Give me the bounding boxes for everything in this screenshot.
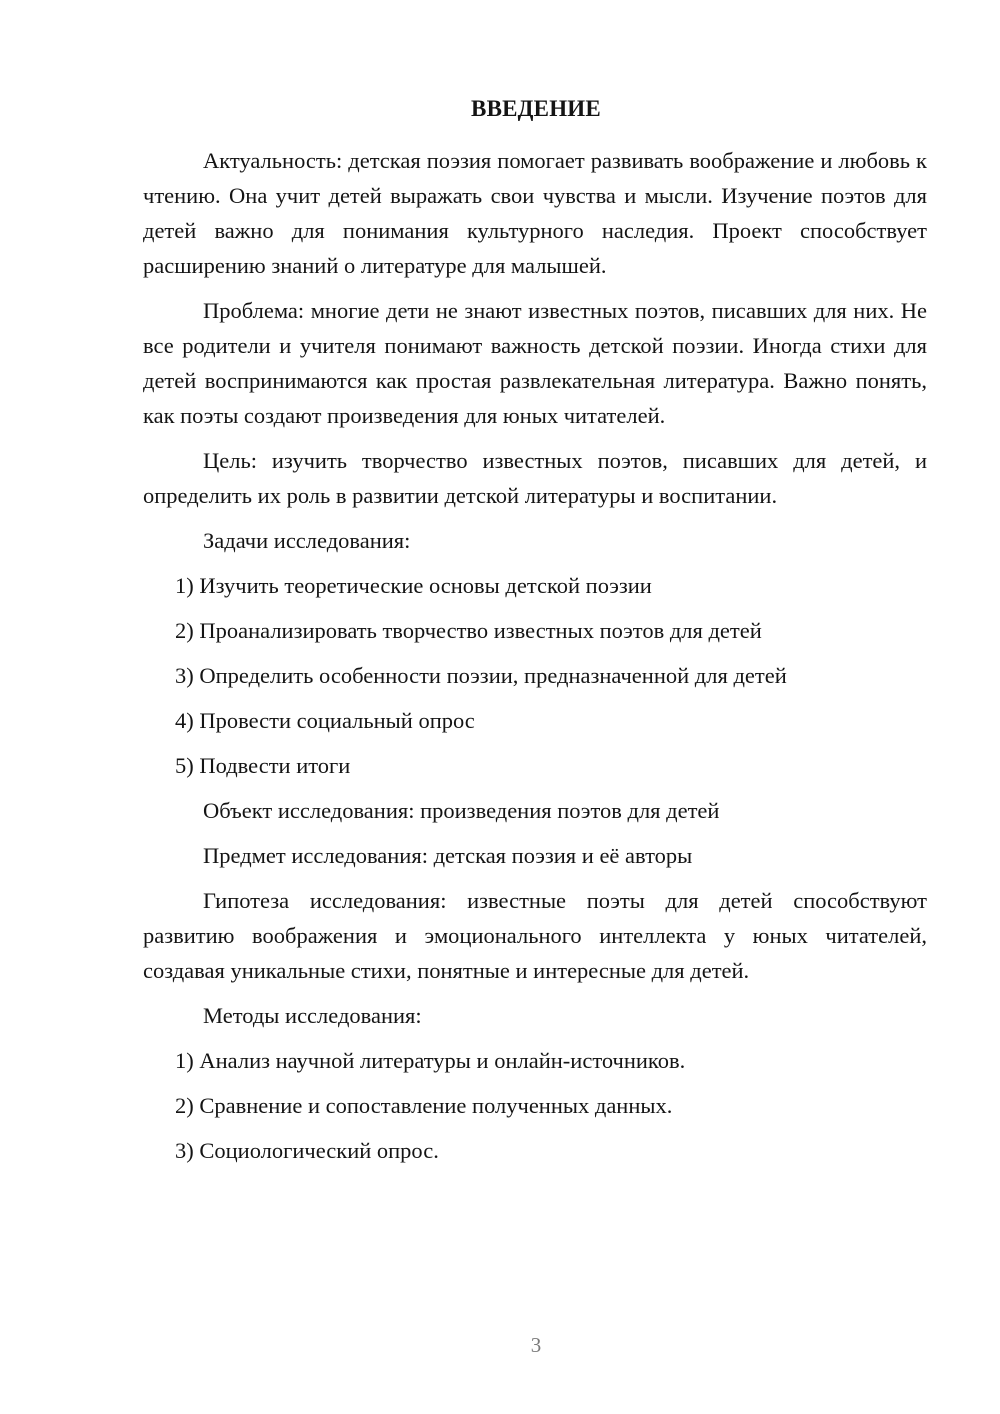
object-line: Объект исследования: произведения поэтов для детей: [203, 798, 720, 823]
hypothesis-paragraph: Гипотеза исследования: известные поэты для детей способствуют развитию воображения и эмоционального интеллекта у юных читателей, создавая уникальные стихи, понятные и интересные для детей.: [143, 888, 927, 983]
relevance-paragraph: Актуальность: детская поэзия помогает развивать воображение и любовь к чтению. Она учит детей выражать свои чувства и мысли. Изучение поэтов для детей важно для понимания культурного наследия. Проект способствует расширению знаний о литературе для малышей.: [143, 148, 927, 278]
page-title: ВВЕДЕНИЕ: [471, 96, 601, 121]
problem-paragraph: Проблема: многие дети не знают известных поэтов, писавших для них. Не все родители и учителя понимают важность детской поэзии. Иногда стихи для детей воспринимаются как простая развлекательная литература. Важно понять, как поэты создают произведения для юных читателей.: [143, 298, 927, 428]
method-item: 3) Социологический опрос.: [175, 1138, 439, 1163]
tasks-heading: Задачи исследования:: [203, 528, 411, 553]
page-number: 3: [530, 1333, 542, 1357]
task-item: 4) Провести социальный опрос: [175, 708, 475, 733]
method-item: 1) Анализ научной литературы и онлайн-источников.: [175, 1048, 686, 1073]
task-item: 1) Изучить теоретические основы детской поэзии: [175, 573, 652, 598]
subject-line: Предмет исследования: детская поэзия и её авторы: [203, 843, 693, 868]
method-item: 2) Сравнение и сопоставление полученных данных.: [175, 1093, 673, 1118]
goal-paragraph: Цель: изучить творчество известных поэтов, писавших для детей, и определить их роль в развитии детской литературы и воспитании.: [143, 448, 927, 508]
task-item: 5) Подвести итоги: [175, 753, 351, 778]
page-content: [143, 143, 927, 1178]
task-item: 2) Проанализировать творчество известных поэтов для детей: [175, 618, 762, 643]
task-item: 3) Определить особенности поэзии, предназначенной для детей: [175, 663, 787, 688]
methods-heading: Методы исследования:: [203, 1003, 422, 1028]
